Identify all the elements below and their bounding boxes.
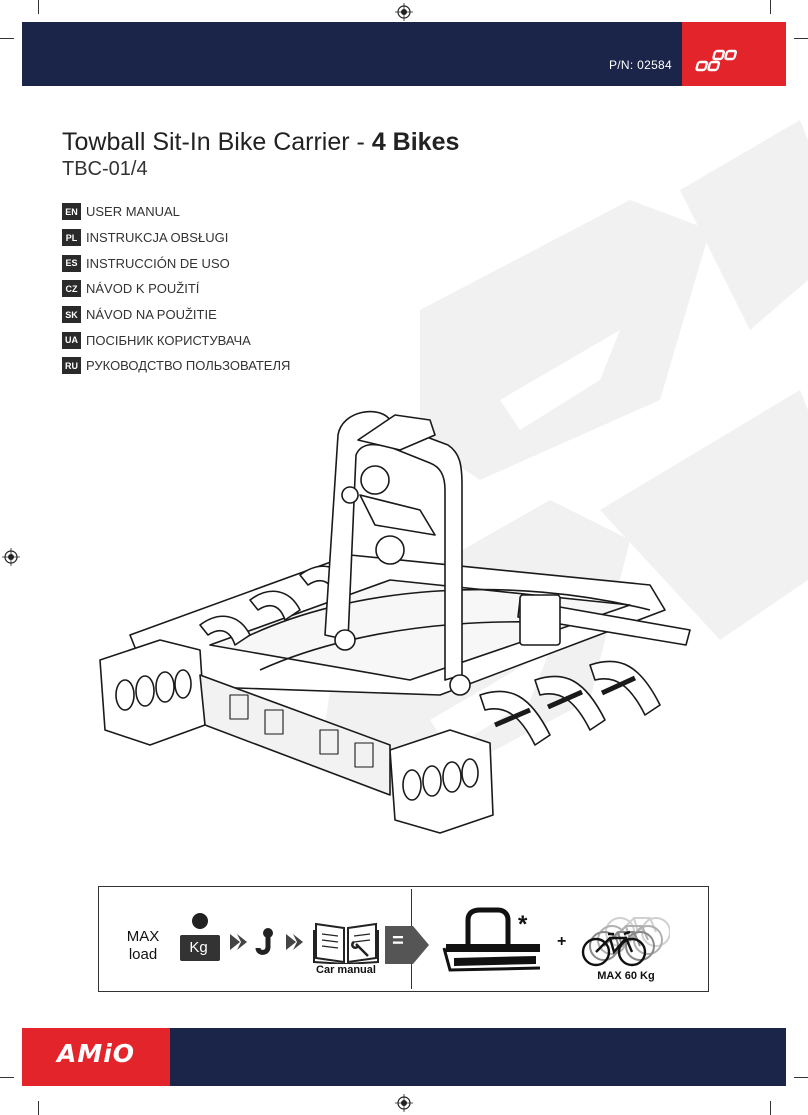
max-load-label	[118, 928, 168, 964]
language-label: INSTRUKCJA OBSŁUGI	[86, 230, 229, 246]
title-main: Towball Sit-In Bike Carrier -	[62, 128, 372, 156]
language-item	[62, 199, 290, 225]
language-item	[62, 353, 290, 379]
asterisk: *	[518, 911, 528, 938]
equals-sign: =	[392, 930, 404, 952]
registration-mark-icon	[395, 3, 413, 21]
registration-mark-icon	[2, 548, 20, 566]
language-code: EN	[62, 203, 81, 220]
bike-carrier-illustration	[90, 395, 720, 835]
crop-mark	[794, 38, 808, 39]
language-code: PL	[62, 229, 81, 246]
language-item	[62, 250, 290, 276]
crop-mark	[0, 1077, 14, 1078]
weight-kg-label: Kg	[189, 939, 208, 956]
amio-brand-logo: AMiO	[56, 1039, 136, 1068]
language-code: RU	[62, 357, 81, 374]
bikes-icon	[580, 904, 670, 968]
max-load-line1: MAX	[126, 928, 160, 945]
max-load-line2: load	[128, 946, 158, 963]
part-number: P/N: 02584	[608, 58, 672, 72]
language-item	[62, 225, 290, 251]
crop-mark	[770, 1101, 771, 1115]
car-manual-label: Car manual	[316, 964, 376, 976]
crop-mark	[770, 0, 771, 14]
language-label: INSTRUCCIÓN DE USO	[86, 255, 230, 271]
crop-mark	[38, 0, 39, 14]
crop-mark	[0, 38, 14, 39]
language-code: ES	[62, 255, 81, 272]
arrow-icon	[228, 932, 248, 952]
header-accent	[682, 22, 786, 86]
language-code: SK	[62, 306, 81, 323]
language-label: USER MANUAL	[86, 204, 180, 220]
language-label: NÁVOD K POUŽITÍ	[86, 281, 200, 297]
title-bold: 4 Bikes	[371, 128, 460, 156]
language-item	[62, 327, 290, 353]
page-title	[62, 128, 459, 157]
max-weight-label: MAX 60 Kg	[597, 970, 655, 982]
header-band	[22, 22, 786, 86]
car-manual-book-icon	[312, 918, 380, 964]
language-code: CZ	[62, 280, 81, 297]
crop-mark	[38, 1101, 39, 1115]
language-label: РУКОВОДСТВО ПОЛЬЗОВАТЕЛЯ	[86, 358, 291, 374]
language-item	[62, 302, 290, 328]
crop-mark	[794, 1077, 808, 1078]
model-number: TBC-01/4	[62, 158, 148, 180]
towball-icon	[254, 927, 278, 957]
language-code: UA	[62, 332, 81, 349]
language-label: NÁVOD NA POUŽITIE	[86, 307, 217, 323]
arrow-icon	[284, 932, 304, 952]
language-list	[62, 199, 290, 379]
language-label: ПОСІБНИК КОРИСТУВАЧА	[86, 332, 251, 348]
bike-rack-cradle-icon	[440, 906, 546, 972]
amio-logo-icon	[682, 22, 786, 86]
registration-mark-icon	[395, 1094, 413, 1112]
plus-sign: +	[557, 933, 567, 950]
language-item	[62, 276, 290, 302]
